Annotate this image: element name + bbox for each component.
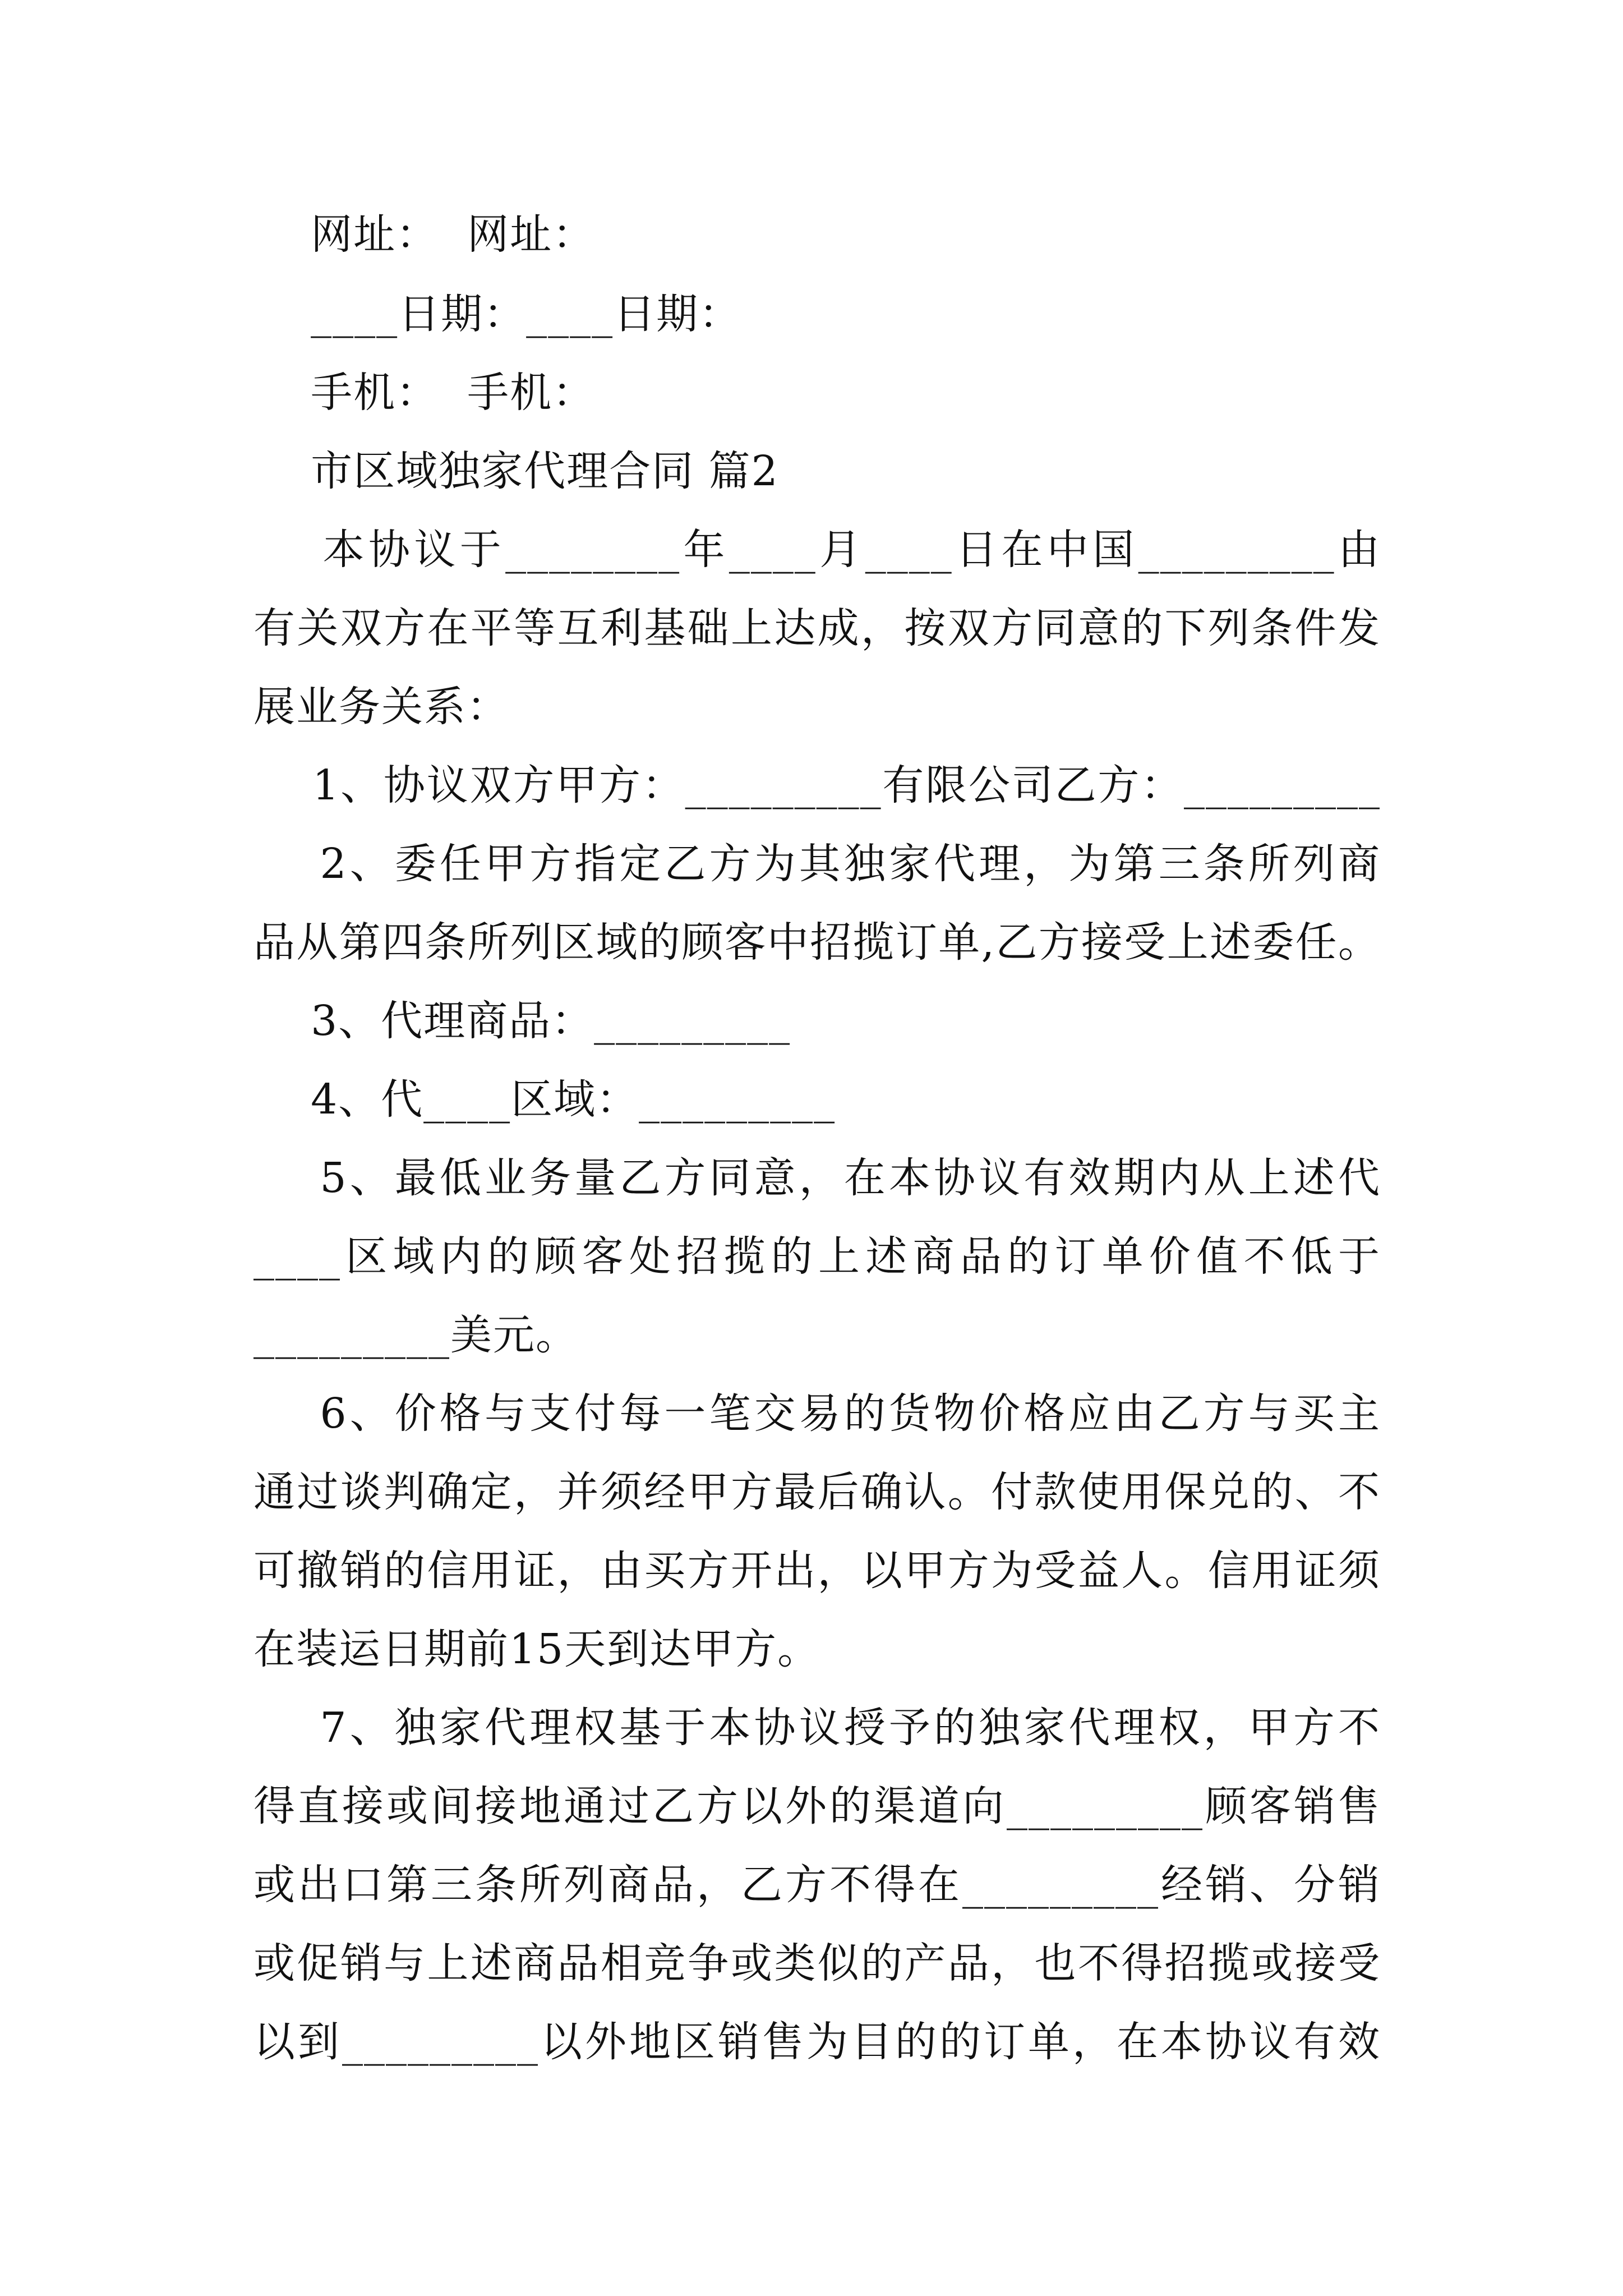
- section-title: 市区域独家代理合同 篇2: [253, 447, 779, 495]
- text-line: 得直接或间接地通过乙方以外的渠道向_________顾客销售: [253, 1782, 1381, 1830]
- text-line: 或出口第三条所列商品，乙方不得在_________经销、分销: [253, 1861, 1381, 1909]
- text-line-mobile: 手机： 手机：: [253, 369, 596, 417]
- text-line-clause-4: 4、代____区域：_________: [253, 1075, 836, 1124]
- text-line: 有关双方在平等互利基础上达成，按双方同意的下列条件发: [253, 604, 1381, 652]
- text-line: 本协议于________年____月____日在中国_________由: [253, 526, 1381, 574]
- text-line: 品从第四条所列区域的顾客中招揽订单,乙方接受上述委任。: [253, 918, 1381, 967]
- text-line: 展业务关系：: [253, 683, 509, 731]
- text-line-clause-6: 6、价格与支付每一笔交易的货物价格应由乙方与买主: [253, 1389, 1381, 1438]
- text-line: 可撤销的信用证，由买方开出，以甲方为受益人。信用证须: [253, 1547, 1381, 1595]
- text-line-clause-3: 3、代理商品：_________: [253, 997, 791, 1045]
- text-line-date: ____日期：____日期：: [253, 290, 742, 338]
- text-line: 以到_________以外地区销售为目的的订单，在本协议有效: [253, 2018, 1381, 2066]
- text-line-clause-7: 7、独家代理权基于本协议授予的独家代理权，甲方不: [253, 1704, 1381, 1752]
- text-line-clause-1: 1、协议双方甲方：_________有限公司乙方：_________: [253, 761, 1381, 809]
- text-line: _________美元。: [253, 1311, 578, 1359]
- text-line-clause-2: 2、委任甲方指定乙方为其独家代理，为第三条所列商: [253, 840, 1381, 888]
- text-line: ____区域内的顾客处招揽的上述商品的订单价值不低于: [253, 1232, 1381, 1281]
- text-line: 或促销与上述商品相竞争或类似的产品，也不得招揽或接受: [253, 1939, 1381, 1987]
- text-line-clause-5: 5、最低业务量乙方同意，在本协议有效期内从上述代: [253, 1154, 1381, 1202]
- text-line: 通过谈判确定，并须经甲方最后确认。付款使用保兑的、不: [253, 1468, 1381, 1516]
- text-line: 在装运日期前15天到达甲方。: [253, 1625, 820, 1673]
- text-line-website: 网址： 网址：: [253, 210, 596, 259]
